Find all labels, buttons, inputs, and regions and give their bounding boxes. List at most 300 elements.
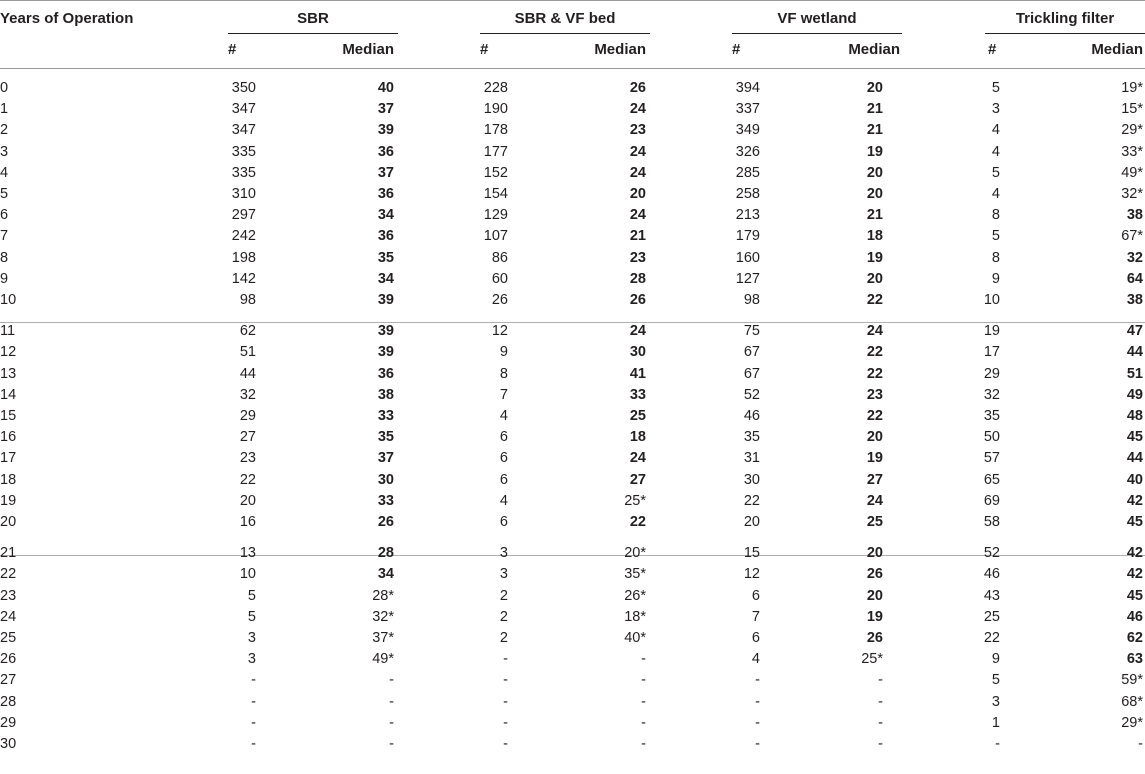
- vf-wetland-median-cell: 20: [866, 270, 883, 287]
- year-cell: 23: [0, 587, 17, 604]
- sbr-median-cell: 49*: [372, 651, 394, 668]
- table-row: [0, 163, 1145, 184]
- sbr-vf-bed-group-rule: [480, 33, 650, 34]
- sbr-count-cell: 13: [239, 545, 256, 562]
- trickling-filter-median-cell: 62: [1126, 630, 1143, 646]
- year-cell: 17: [0, 450, 17, 467]
- vf-wetland-count-cell: 6: [751, 630, 760, 646]
- vf-wetland-median-cell: 25*: [861, 651, 883, 668]
- sbr-count-cell: 335: [231, 164, 256, 181]
- sbr-count-cell: 98: [239, 292, 256, 308]
- trickling-filter-count-cell: 3: [991, 101, 1000, 118]
- sbr-vf-bed-median-cell: 24: [629, 164, 646, 181]
- vf-wetland-count-cell: 20: [743, 514, 760, 530]
- vf-wetland-median-cell: 27: [866, 471, 883, 488]
- sbr-vf-bed-median-cell: 24: [629, 450, 646, 467]
- table-row: [0, 406, 1145, 427]
- vf-wetland-median-cell: 26: [866, 566, 883, 583]
- vf-wetland-count-cell: 160: [735, 249, 760, 266]
- year-cell: 26: [0, 651, 17, 668]
- vf-wetland-count-cell: 52: [743, 386, 760, 403]
- sbr-vf-bed-count-cell: 4: [499, 492, 508, 509]
- vf-wetland-count-cell: 4: [751, 651, 760, 668]
- vf-wetland-median-cell: 21: [866, 101, 883, 118]
- years-of-operation-header: Years of Operation: [0, 10, 134, 27]
- sbr-vf-bed-count-cell: 2: [499, 630, 508, 646]
- trickling-filter-median-cell: 68*: [1121, 693, 1143, 710]
- trickling-filter-group-rule: [985, 33, 1145, 34]
- sbr-count-cell: 347: [231, 101, 256, 118]
- sbr-vf-bed-median-cell: -: [641, 693, 646, 710]
- sbr-vf-bed-count-cell: 154: [483, 186, 508, 202]
- year-cell: 15: [0, 408, 17, 424]
- vf-wetland-median-cell: 20: [866, 429, 883, 446]
- sbr-count-cell: 22: [239, 471, 256, 488]
- sbr-median-header: Median: [342, 41, 394, 58]
- sbr-count-cell: 142: [231, 270, 256, 287]
- vf-wetland-median-cell: 19: [866, 143, 883, 160]
- year-cell: 6: [0, 207, 9, 224]
- trickling-filter-median-cell: 59*: [1121, 672, 1143, 689]
- table-row: [0, 607, 1145, 628]
- sbr-vf-bed-median-cell: 30: [629, 344, 646, 361]
- sbr-median-cell: 35: [377, 429, 394, 446]
- sbr-median-cell: 36: [377, 228, 394, 245]
- vf-wetland-count-cell: 67: [743, 365, 760, 382]
- vf-wetland-count-cell: -: [755, 714, 760, 731]
- table-row: [0, 78, 1145, 99]
- vf-wetland-median-cell: 21: [866, 122, 883, 139]
- trickling-filter-count-cell: 8: [991, 207, 1000, 224]
- table-row: [0, 543, 1145, 564]
- vf-wetland-count-cell: 35: [743, 429, 760, 446]
- trickling-filter-median-cell: 47: [1126, 323, 1143, 340]
- sbr-count-cell: 347: [231, 122, 256, 139]
- sbr-vf-bed-median-header: Median: [594, 41, 646, 58]
- vf-wetland-median-cell: 22: [866, 292, 883, 308]
- vf-wetland-count-cell: 75: [743, 323, 760, 340]
- table-row: [0, 321, 1145, 342]
- vf-wetland-median-cell: 20: [866, 164, 883, 181]
- sbr-median-cell: 28: [377, 545, 394, 562]
- trickling-filter-median-cell: 32: [1126, 249, 1143, 266]
- trickling-filter-count-cell: 4: [991, 143, 1000, 160]
- vf-wetland-count-cell: 30: [743, 471, 760, 488]
- sbr-vf-bed-count-header: #: [480, 41, 489, 58]
- trickling-filter-count-cell: 22: [983, 630, 1000, 646]
- vf-wetland-header: VF wetland: [777, 10, 857, 27]
- year-cell: 2: [0, 122, 9, 139]
- year-cell: 5: [0, 186, 9, 202]
- sbr-vf-bed-median-cell: 23: [629, 249, 646, 266]
- sbr-count-cell: 29: [239, 408, 256, 424]
- sbr-vf-bed-median-cell: 33: [629, 386, 646, 403]
- trickling-filter-median-cell: 42: [1126, 545, 1143, 562]
- trickling-filter-count-cell: 5: [991, 228, 1000, 245]
- trickling-filter-median-cell: 51: [1126, 365, 1143, 382]
- trickling-filter-count-cell: 5: [991, 672, 1000, 689]
- sbr-count-cell: 5: [247, 608, 256, 625]
- trickling-filter-count-cell: 1: [991, 714, 1000, 731]
- table-row: [0, 269, 1145, 290]
- vf-wetland-median-cell: 19: [866, 249, 883, 266]
- trickling-filter-median-cell: 19*: [1121, 80, 1143, 96]
- vf-wetland-median-cell: 24: [866, 492, 883, 509]
- trickling-filter-median-cell: 45: [1126, 429, 1143, 446]
- sbr-vf-bed-median-cell: 40*: [624, 630, 646, 646]
- trickling-filter-count-cell: 65: [983, 471, 1000, 488]
- sbr-vf-bed-count-cell: 6: [499, 429, 508, 446]
- sbr-vf-bed-count-cell: 190: [483, 101, 508, 118]
- year-cell: 7: [0, 228, 9, 245]
- vf-wetland-median-cell: -: [878, 736, 883, 752]
- sbr-vf-bed-median-cell: -: [641, 651, 646, 668]
- sbr-vf-bed-count-cell: 228: [483, 80, 508, 96]
- sbr-count-cell: 23: [239, 450, 256, 467]
- trickling-filter-header: Trickling filter: [1015, 10, 1115, 27]
- vf-wetland-median-cell: 20: [866, 587, 883, 604]
- sbr-vf-bed-count-cell: 152: [483, 164, 508, 181]
- year-cell: 0: [0, 80, 9, 96]
- sbr-header: SBR: [297, 10, 329, 27]
- vf-wetland-median-cell: 24: [866, 323, 883, 340]
- year-cell: 4: [0, 164, 9, 181]
- sbr-median-cell: 33: [377, 408, 394, 424]
- sbr-vf-bed-median-cell: 26: [629, 292, 646, 308]
- trickling-filter-median-cell: 44: [1126, 450, 1143, 467]
- sbr-count-cell: 51: [239, 344, 256, 361]
- sbr-vf-bed-count-cell: -: [503, 736, 508, 752]
- table-row: [0, 226, 1145, 247]
- sbr-vf-bed-median-cell: 41: [629, 365, 646, 382]
- sbr-count-cell: 3: [247, 651, 256, 668]
- vf-wetland-median-cell: -: [878, 672, 883, 689]
- vf-wetland-median-cell: 26: [866, 630, 883, 646]
- year-cell: 3: [0, 143, 9, 160]
- sbr-count-cell: 10: [239, 566, 256, 583]
- year-cell: 24: [0, 608, 17, 625]
- table-row: [0, 364, 1145, 385]
- sbr-median-cell: -: [389, 693, 394, 710]
- sbr-median-cell: 38: [377, 386, 394, 403]
- table-row: [0, 99, 1145, 120]
- sbr-median-cell: -: [389, 714, 394, 731]
- sbr-vf-bed-median-cell: 24: [629, 207, 646, 224]
- year-cell: 14: [0, 386, 17, 403]
- sbr-median-cell: 34: [377, 207, 394, 224]
- sbr-vf-bed-median-cell: 26*: [624, 587, 646, 604]
- sbr-median-cell: 39: [377, 122, 394, 139]
- sbr-median-cell: -: [389, 736, 394, 752]
- trickling-filter-median-cell: 67*: [1121, 228, 1143, 245]
- year-cell: 8: [0, 249, 9, 266]
- trickling-filter-count-cell: 69: [983, 492, 1000, 509]
- vf-wetland-count-cell: 98: [743, 292, 760, 308]
- trickling-filter-count-cell: 52: [983, 545, 1000, 562]
- sbr-vf-bed-median-cell: 24: [629, 143, 646, 160]
- sbr-median-cell: 30: [377, 471, 394, 488]
- vf-wetland-median-cell: 19: [866, 608, 883, 625]
- table-row: [0, 628, 1145, 649]
- trickling-filter-count-cell: -: [995, 736, 1000, 752]
- sbr-vf-bed-count-cell: 12: [491, 323, 508, 340]
- sbr-vf-bed-count-cell: 3: [499, 545, 508, 562]
- sbr-median-cell: 39: [377, 344, 394, 361]
- table-row: [0, 670, 1145, 691]
- sbr-vf-bed-count-cell: 2: [499, 587, 508, 604]
- sbr-vf-bed-median-cell: 24: [629, 323, 646, 340]
- year-cell: 13: [0, 365, 17, 382]
- table-row: [0, 427, 1145, 448]
- vf-wetland-median-header: Median: [848, 41, 900, 58]
- trickling-filter-count-cell: 57: [983, 450, 1000, 467]
- sbr-vf-bed-count-cell: 7: [499, 386, 508, 403]
- sbr-vf-bed-count-cell: 26: [491, 292, 508, 308]
- sbr-median-cell: 36: [377, 143, 394, 160]
- sbr-vf-bed-median-cell: -: [641, 672, 646, 689]
- sbr-median-cell: 32*: [372, 608, 394, 625]
- sbr-vf-bed-median-cell: 35*: [624, 566, 646, 583]
- table-row: [0, 512, 1145, 533]
- sbr-vf-bed-count-cell: 8: [499, 365, 508, 382]
- year-cell: 20: [0, 514, 17, 530]
- trickling-filter-count-cell: 32: [983, 386, 1000, 403]
- vf-wetland-count-cell: 337: [735, 101, 760, 118]
- table-row: [0, 290, 1145, 311]
- sbr-vf-bed-count-cell: 107: [483, 228, 508, 245]
- trickling-filter-median-cell: 32*: [1121, 186, 1143, 202]
- vf-wetland-median-cell: 18: [866, 228, 883, 245]
- table-row: [0, 713, 1145, 734]
- vf-wetland-median-cell: 22: [866, 344, 883, 361]
- year-cell: 19: [0, 492, 17, 509]
- sbr-count-cell: 242: [231, 228, 256, 245]
- trickling-filter-count-cell: 25: [983, 608, 1000, 625]
- table-row: [0, 385, 1145, 406]
- vf-wetland-median-cell: -: [878, 714, 883, 731]
- sbr-vf-bed-count-cell: 178: [483, 122, 508, 139]
- table-row: [0, 491, 1145, 512]
- vf-wetland-count-cell: 15: [743, 545, 760, 562]
- vf-wetland-count-cell: 67: [743, 344, 760, 361]
- vf-wetland-count-cell: -: [755, 693, 760, 710]
- sbr-median-cell: 34: [377, 566, 394, 583]
- sbr-count-cell: 310: [231, 186, 256, 202]
- sbr-vf-bed-count-cell: 177: [483, 143, 508, 160]
- vf-wetland-count-header: #: [732, 41, 741, 58]
- sbr-count-header: #: [228, 41, 237, 58]
- vf-wetland-median-cell: 22: [866, 365, 883, 382]
- year-cell: 16: [0, 429, 17, 446]
- trickling-filter-median-cell: 29*: [1121, 714, 1143, 731]
- trickling-filter-median-cell: 33*: [1121, 143, 1143, 160]
- vf-wetland-median-cell: 22: [866, 408, 883, 424]
- trickling-filter-count-cell: 50: [983, 429, 1000, 446]
- sbr-median-cell: 26: [377, 514, 394, 530]
- sbr-median-cell: 28*: [372, 587, 394, 604]
- table-row: [0, 734, 1145, 755]
- sbr-group-rule: [228, 33, 398, 34]
- sbr-vf-bed-count-cell: 129: [483, 207, 508, 224]
- sbr-vf-bed-median-cell: 21: [629, 228, 646, 245]
- year-cell: 25: [0, 630, 17, 646]
- trickling-filter-median-cell: 49: [1126, 386, 1143, 403]
- table-row: [0, 649, 1145, 670]
- header-bottom-rule: [0, 68, 1145, 69]
- year-cell: 28: [0, 693, 17, 710]
- sbr-vf-bed-median-cell: 24: [629, 101, 646, 118]
- sbr-vf-bed-count-cell: -: [503, 693, 508, 710]
- trickling-filter-median-cell: 49*: [1121, 164, 1143, 181]
- trickling-filter-median-cell: 29*: [1121, 122, 1143, 139]
- sbr-median-cell: 40: [377, 80, 394, 96]
- sbr-vf-bed-count-cell: 9: [499, 344, 508, 361]
- sbr-vf-bed-count-cell: 4: [499, 408, 508, 424]
- trickling-filter-count-cell: 9: [991, 651, 1000, 668]
- sbr-median-cell: 37*: [372, 630, 394, 646]
- sbr-vf-bed-count-cell: -: [503, 672, 508, 689]
- sbr-median-cell: 36: [377, 365, 394, 382]
- sbr-count-cell: 20: [239, 492, 256, 509]
- sbr-vf-bed-median-cell: 23: [629, 122, 646, 139]
- sbr-median-cell: 36: [377, 186, 394, 202]
- trickling-filter-median-cell: 48: [1126, 408, 1143, 424]
- sbr-median-cell: 37: [377, 450, 394, 467]
- sbr-vf-bed-count-cell: -: [503, 714, 508, 731]
- trickling-filter-count-cell: 8: [991, 249, 1000, 266]
- vf-wetland-count-cell: -: [755, 736, 760, 752]
- top-rule: [0, 0, 1145, 1]
- sbr-vf-bed-median-cell: 20: [629, 186, 646, 202]
- trickling-filter-median-cell: 40: [1126, 471, 1143, 488]
- table-row: [0, 586, 1145, 607]
- table-row: [0, 342, 1145, 363]
- sbr-vf-bed-median-cell: 22: [629, 514, 646, 530]
- trickling-filter-median-cell: 38: [1126, 292, 1143, 308]
- sbr-vf-bed-median-cell: 27: [629, 471, 646, 488]
- vf-wetland-count-cell: 127: [735, 270, 760, 287]
- vf-wetland-count-cell: 6: [751, 587, 760, 604]
- sbr-vf-bed-header: SBR & VF bed: [514, 10, 616, 27]
- sbr-count-cell: 27: [239, 429, 256, 446]
- sbr-median-cell: 35: [377, 249, 394, 266]
- vf-wetland-median-cell: 21: [866, 207, 883, 224]
- trickling-filter-count-cell: 5: [991, 80, 1000, 96]
- sbr-median-cell: -: [389, 672, 394, 689]
- sbr-vf-bed-median-cell: 26: [629, 80, 646, 96]
- sbr-vf-bed-count-cell: 6: [499, 514, 508, 530]
- sbr-vf-bed-count-cell: 6: [499, 450, 508, 467]
- vf-wetland-count-cell: 22: [743, 492, 760, 509]
- sbr-vf-bed-count-cell: 60: [491, 270, 508, 287]
- year-cell: 21: [0, 545, 17, 562]
- sbr-vf-bed-median-cell: -: [641, 736, 646, 752]
- trickling-filter-count-header: #: [988, 41, 997, 58]
- sbr-median-cell: 37: [377, 164, 394, 181]
- trickling-filter-count-cell: 4: [991, 186, 1000, 202]
- year-cell: 10: [0, 292, 17, 308]
- year-cell: 30: [0, 736, 17, 752]
- sbr-count-cell: 16: [239, 514, 256, 530]
- sbr-vf-bed-median-cell: -: [641, 714, 646, 731]
- sbr-median-cell: 37: [377, 101, 394, 118]
- vf-wetland-count-cell: 349: [735, 122, 760, 139]
- trickling-filter-count-cell: 29: [983, 365, 1000, 382]
- sbr-count-cell: -: [251, 714, 256, 731]
- trickling-filter-count-cell: 43: [983, 587, 1000, 604]
- sbr-count-cell: 198: [231, 249, 256, 266]
- sbr-vf-bed-median-cell: 18: [629, 429, 646, 446]
- trickling-filter-median-cell: -: [1138, 736, 1143, 752]
- sbr-count-cell: 32: [239, 386, 256, 403]
- trickling-filter-count-cell: 5: [991, 164, 1000, 181]
- table-row: [0, 184, 1145, 205]
- sbr-count-cell: 297: [231, 207, 256, 224]
- vf-wetland-count-cell: -: [755, 672, 760, 689]
- trickling-filter-count-cell: 58: [983, 514, 1000, 530]
- trickling-filter-median-cell: 64: [1126, 270, 1143, 287]
- trickling-filter-median-cell: 15*: [1121, 101, 1143, 118]
- vf-wetland-count-cell: 179: [735, 228, 760, 245]
- sbr-count-cell: -: [251, 672, 256, 689]
- vf-wetland-median-cell: 20: [866, 80, 883, 96]
- vf-wetland-median-cell: 23: [866, 386, 883, 403]
- sbr-count-cell: 335: [231, 143, 256, 160]
- trickling-filter-median-cell: 42: [1126, 492, 1143, 509]
- sbr-median-cell: 39: [377, 292, 394, 308]
- trickling-filter-count-cell: 4: [991, 122, 1000, 139]
- year-cell: 29: [0, 714, 17, 731]
- trickling-filter-count-cell: 9: [991, 270, 1000, 287]
- trickling-filter-median-cell: 63: [1126, 651, 1143, 668]
- sbr-vf-bed-median-cell: 25: [629, 408, 646, 424]
- vf-wetland-count-cell: 7: [751, 608, 760, 625]
- sbr-vf-bed-count-cell: 3: [499, 566, 508, 583]
- table-row: [0, 564, 1145, 585]
- table-row: [0, 692, 1145, 713]
- sbr-vf-bed-median-cell: 18*: [624, 608, 646, 625]
- year-cell: 11: [0, 323, 16, 340]
- trickling-filter-median-cell: 46: [1126, 608, 1143, 625]
- year-cell: 27: [0, 672, 17, 689]
- table-row: [0, 120, 1145, 141]
- sbr-count-cell: 3: [247, 630, 256, 646]
- vf-wetland-count-cell: 258: [735, 186, 760, 202]
- sbr-vf-bed-count-cell: -: [503, 651, 508, 668]
- sbr-count-cell: 44: [239, 365, 256, 382]
- year-cell: 1: [0, 101, 9, 118]
- table-row: [0, 248, 1145, 269]
- sbr-vf-bed-median-cell: 28: [629, 270, 646, 287]
- sbr-count-cell: 5: [247, 587, 256, 604]
- trickling-filter-count-cell: 3: [991, 693, 1000, 710]
- table-row: [0, 448, 1145, 469]
- vf-wetland-count-cell: 213: [735, 207, 760, 224]
- year-cell: 9: [0, 270, 9, 287]
- vf-wetland-median-cell: 20: [866, 545, 883, 562]
- vf-wetland-median-cell: 25: [866, 514, 883, 530]
- trickling-filter-count-cell: 10: [983, 292, 1000, 308]
- trickling-filter-median-cell: 42: [1126, 566, 1143, 583]
- sbr-median-cell: 33: [377, 492, 394, 509]
- trickling-filter-median-cell: 44: [1126, 344, 1143, 361]
- vf-wetland-median-cell: 20: [866, 186, 883, 202]
- trickling-filter-count-cell: 46: [983, 566, 1000, 583]
- sbr-vf-bed-count-cell: 2: [499, 608, 508, 625]
- sbr-median-cell: 34: [377, 270, 394, 287]
- sbr-count-cell: 350: [231, 80, 256, 96]
- vf-wetland-count-cell: 326: [735, 143, 760, 160]
